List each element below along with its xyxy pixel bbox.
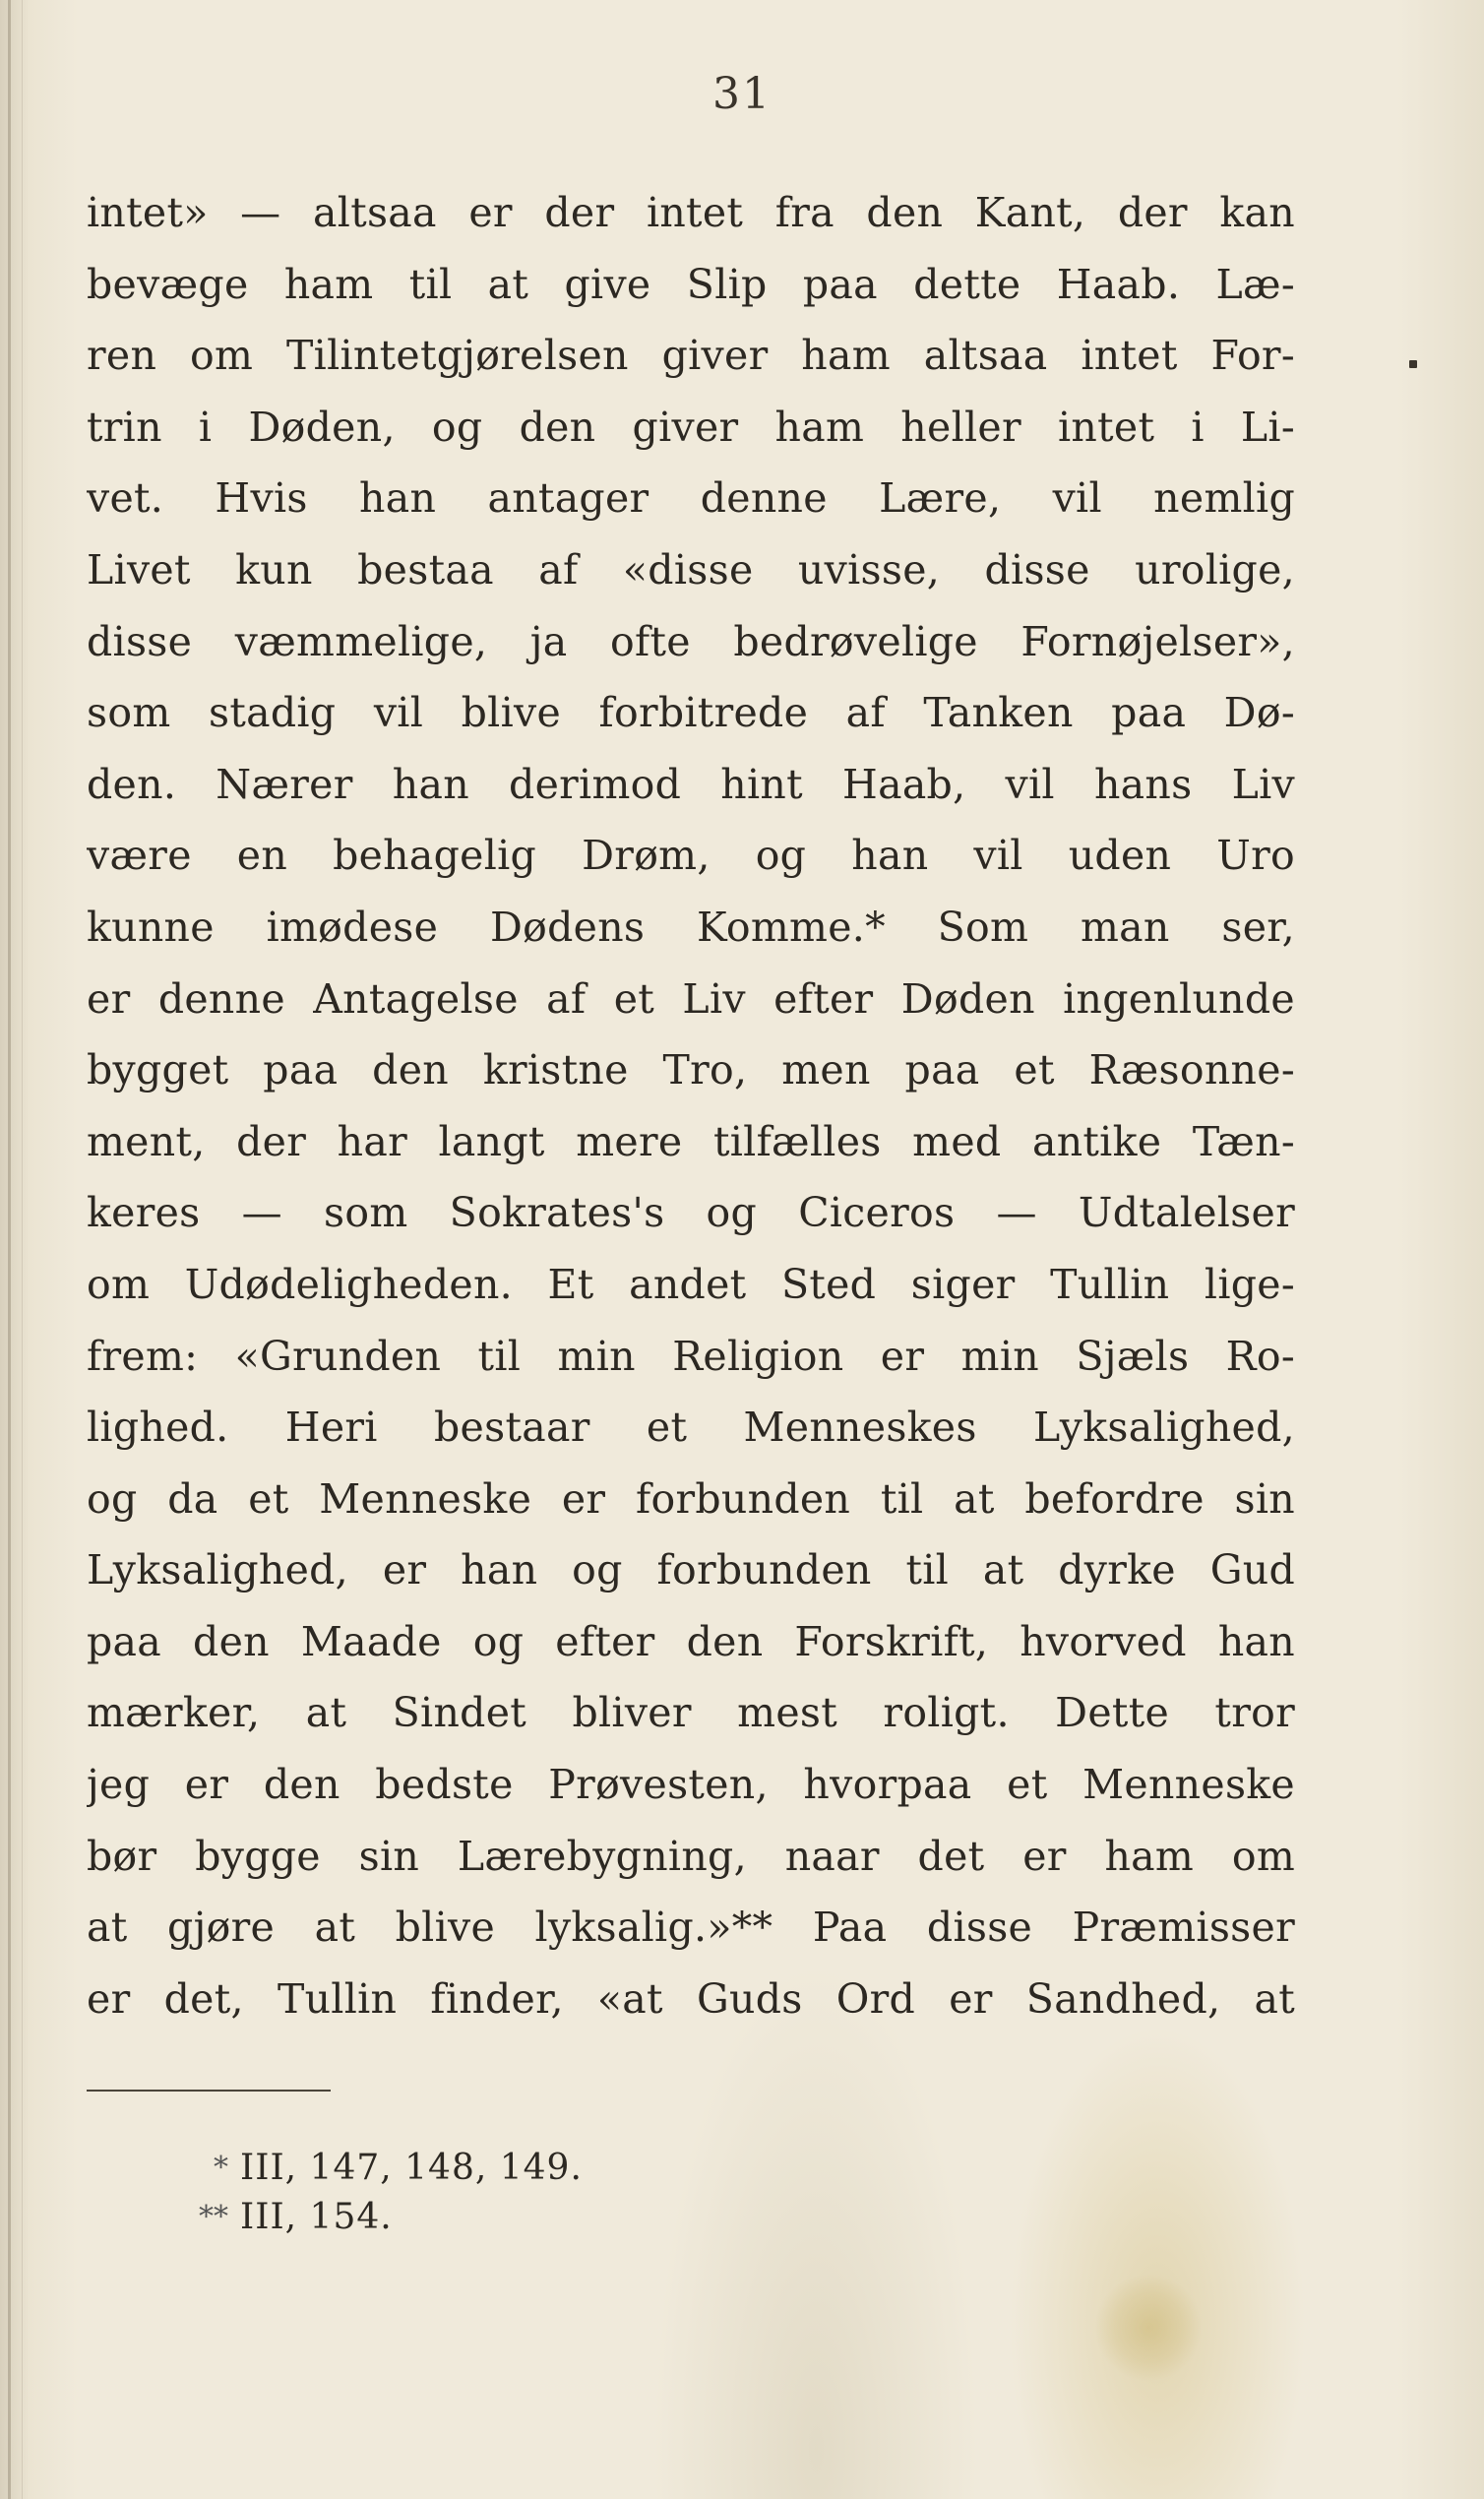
text-line: disse væmmelige, ja ofte bedrøvelige Fornøjelser», bbox=[87, 617, 1295, 665]
text-line: som stadig vil blive forbitrede af Tanken paa Dø- bbox=[87, 689, 1295, 737]
binding-edge-shadow bbox=[22, 0, 23, 2499]
text-line: frem: «Grunden til min Religion er min Sjæls Ro- bbox=[87, 1332, 1295, 1380]
text-line: intet» — altsaa er der intet fra den Kant, der kan bbox=[87, 189, 1295, 236]
text-line: mærker, at Sindet bliver mest roligt. Dette tror bbox=[87, 1689, 1295, 1737]
text-line: kunne imødese Dødens Komme.* Som man ser, bbox=[87, 903, 1295, 951]
text-line: jeg er den bedste Prøvesten, hvorpaa et Menneske bbox=[87, 1761, 1295, 1809]
text-line: paa den Maade og efter den Forskrift, hvorved han bbox=[87, 1617, 1295, 1665]
text-line: om Udødeligheden. Et andet Sted siger Tullin lige- bbox=[87, 1260, 1295, 1308]
text-line: trin i Døden, og den giver ham heller intet i Li- bbox=[87, 403, 1295, 451]
text-line: Lyksalighed, er han og forbunden til at dyrke Gud bbox=[87, 1546, 1295, 1594]
footnote-divider bbox=[87, 2090, 331, 2092]
text-line: bør bygge sin Lærebygning, naar det er ham om bbox=[87, 1832, 1295, 1880]
text-line: er denne Antagelse af et Liv efter Døden ingenlunde bbox=[87, 974, 1295, 1023]
text-line: keres — som Sokrates's og Ciceros — Udtalelser bbox=[87, 1189, 1295, 1237]
text-line: være en behagelig Drøm, og han vil uden Uro bbox=[87, 832, 1295, 880]
text-line: er det, Tullin finder, «at Guds Ord er Sandhed, at bbox=[87, 1974, 1295, 2023]
page-number: 31 bbox=[712, 69, 772, 119]
footnote-mark: * bbox=[214, 2151, 228, 2185]
footnote bbox=[157, 2144, 748, 2193]
body-text bbox=[87, 177, 1295, 2034]
text-line: Livet kun bestaa af «disse uvisse, disse urolige, bbox=[87, 545, 1295, 594]
text-line: lighed. Heri bestaar et Menneskes Lyksalighed, bbox=[87, 1404, 1295, 1452]
footnote-text: III, 147, 148, 149. bbox=[240, 2148, 583, 2188]
text-line: og da et Menneske er forbunden til at befordre sin bbox=[87, 1474, 1295, 1523]
text-line: at gjøre at blive lyksalig.»** Paa disse Præmisser bbox=[87, 1904, 1295, 1952]
text-line: vet. Hvis han antager denne Lære, vil nemlig bbox=[87, 474, 1295, 523]
text-line: ren om Tilintetgjørelsen giver ham altsaa intet For- bbox=[87, 332, 1295, 380]
text-line: bygget paa den kristne Tro, men paa et Ræsonne- bbox=[87, 1046, 1295, 1094]
footnote-mark: ** bbox=[199, 2200, 228, 2234]
footnote-text: III, 154. bbox=[240, 2197, 393, 2237]
library-stamp-stain bbox=[1094, 2274, 1203, 2382]
text-line: ment, der har langt mere tilfælles med antike Tæn- bbox=[87, 1117, 1295, 1165]
footnotes bbox=[157, 2144, 748, 2242]
binding-edge bbox=[8, 0, 11, 2499]
footnote bbox=[157, 2193, 748, 2242]
margin-mark bbox=[1409, 360, 1417, 368]
text-line: den. Nærer han derimod hint Haab, vil hans Liv bbox=[87, 760, 1295, 808]
text-line: bevæge ham til at give Slip paa dette Haab. Læ- bbox=[87, 260, 1295, 308]
